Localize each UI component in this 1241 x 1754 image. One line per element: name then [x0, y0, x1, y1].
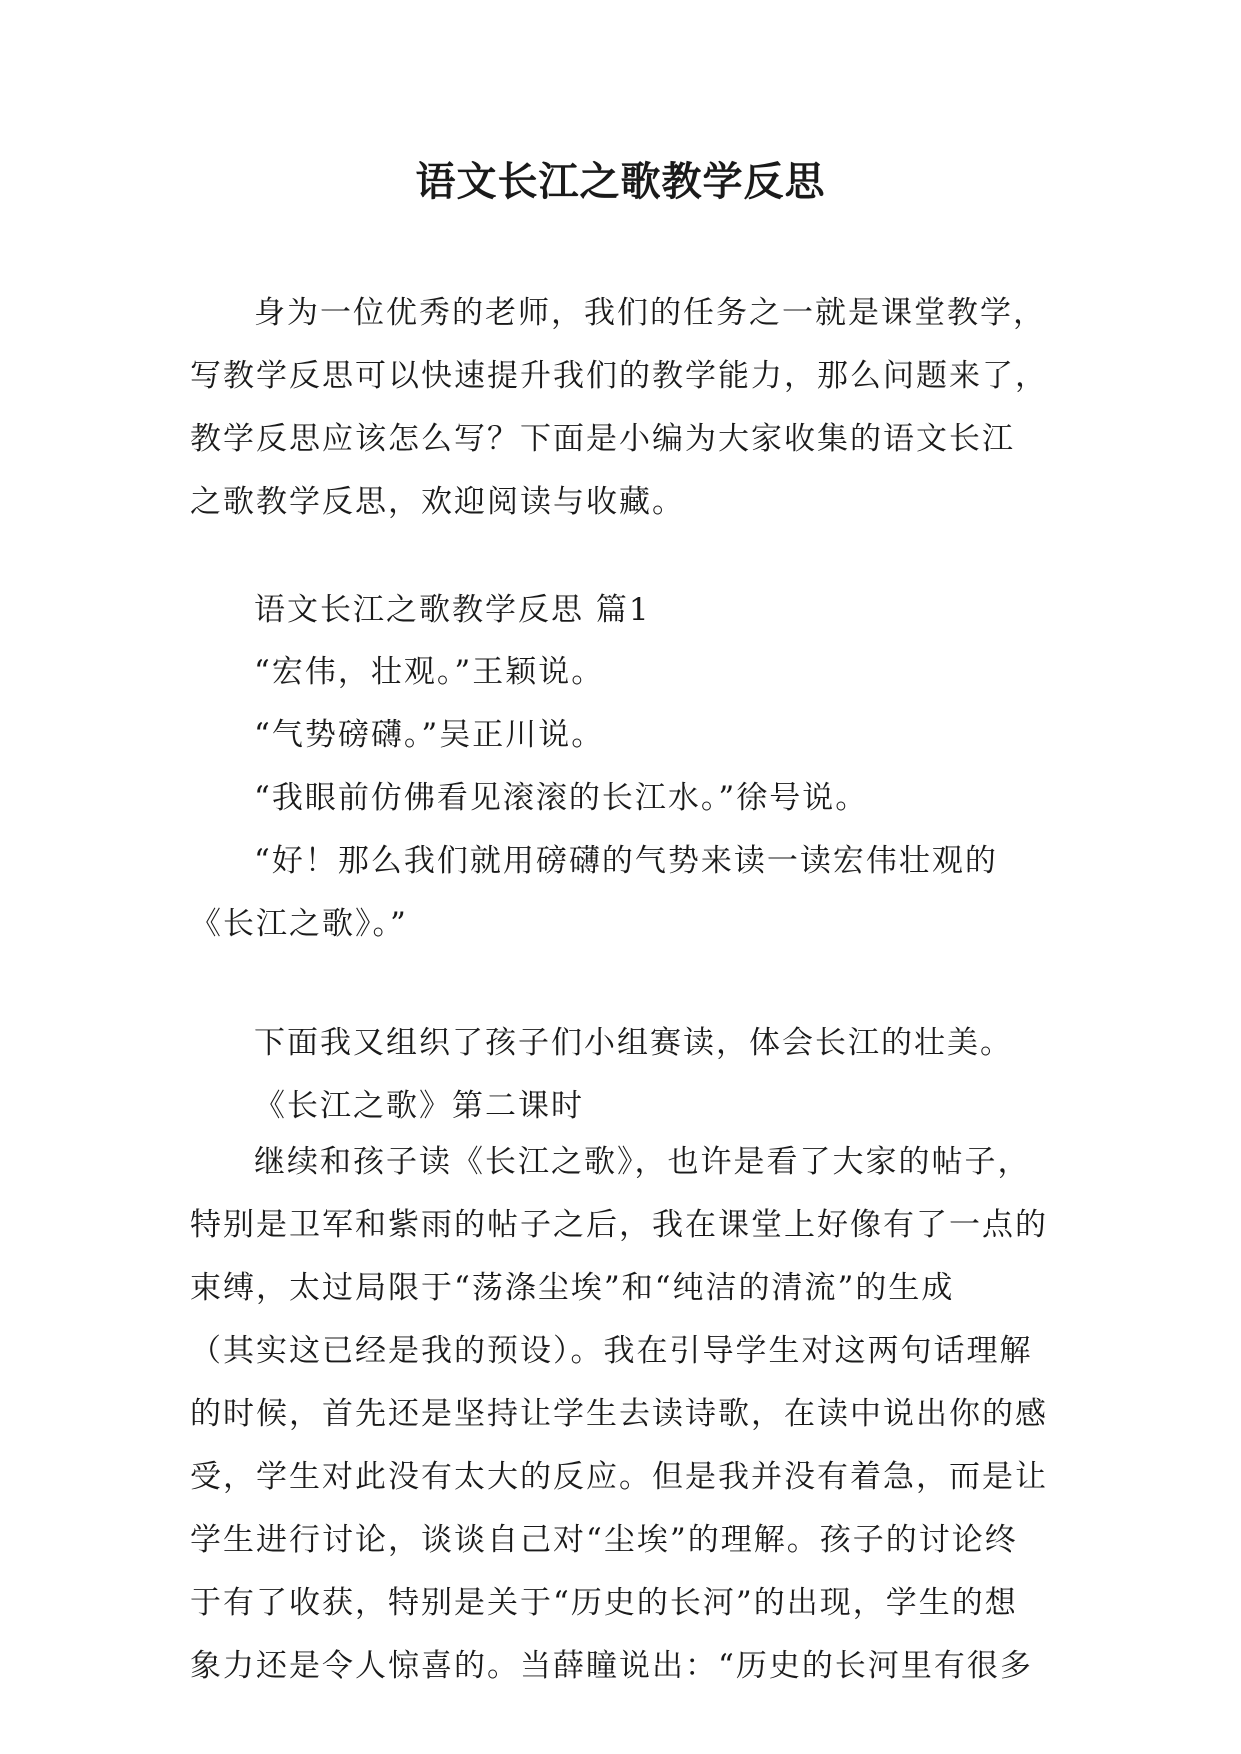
text-line: 象力还是令人惊喜的。当薛瞳说出：“历史的长河里有很多: [190, 1648, 1033, 1684]
document-title: 语文长江之歌教学反思: [415, 158, 826, 205]
text-line: 束缚，太过局限于“荡涤尘埃”和“纯洁的清流”的生成: [190, 1270, 955, 1306]
text-line: “宏伟，壮观。”王颖说。: [254, 654, 605, 690]
text-line: 特别是卫军和紫雨的帖子之后，我在课堂上好像有了一点的: [190, 1207, 1048, 1243]
discussion-paragraphs: [190, 1012, 1050, 1138]
text-line: 身为一位优秀的老师，我们的任务之一就是课堂教学，: [254, 295, 1046, 331]
text-line: 受，学生对此没有太大的反应。但是我并没有着急，而是让: [190, 1459, 1048, 1495]
text-line: 之歌教学反思，欢迎阅读与收藏。: [190, 484, 685, 520]
section-heading: [190, 579, 1050, 642]
section-heading-text: 语文长江之歌教学反思 篇1: [254, 592, 651, 628]
text-line: （其实这已经是我的预设）。我在引导学生对这两句话理解: [190, 1333, 1033, 1369]
continue-paragraph: [190, 1131, 1050, 1698]
text-line: 继续和孩子读《长江之歌》，也许是看了大家的帖子，: [254, 1144, 1031, 1180]
text-line: “我眼前仿佛看见滚滚的长江水。”徐号说。: [254, 780, 869, 816]
text-line: “气势磅礴。”吴正川说。: [254, 717, 605, 753]
text-line: 写教学反思可以快速提升我们的教学能力，那么问题来了，: [190, 358, 1048, 394]
text-line: 学生进行讨论，谈谈自己对“尘埃”的理解。孩子的讨论终: [190, 1522, 1018, 1558]
intro-paragraph: [190, 282, 1050, 534]
text-line: 教学反思应该怎么写？下面是小编为大家收集的语文长江: [190, 421, 1015, 457]
text-line: “好！那么我们就用磅礴的气势来读一读宏伟壮观的: [254, 843, 998, 879]
text-line: 下面我又组织了孩子们小组赛读，体会长江的壮美。: [254, 1025, 1013, 1061]
text-line: 于有了收获，特别是关于“历史的长河”的出现，学生的想: [190, 1585, 1018, 1621]
text-line: 《长江之歌》。”: [190, 906, 408, 942]
dialog-paragraphs: [190, 641, 1050, 956]
text-line: 的时候，首先还是坚持让学生去读诗歌，在读中说出你的感: [190, 1396, 1048, 1432]
text-line: 《长江之歌》第二课时: [254, 1088, 584, 1124]
